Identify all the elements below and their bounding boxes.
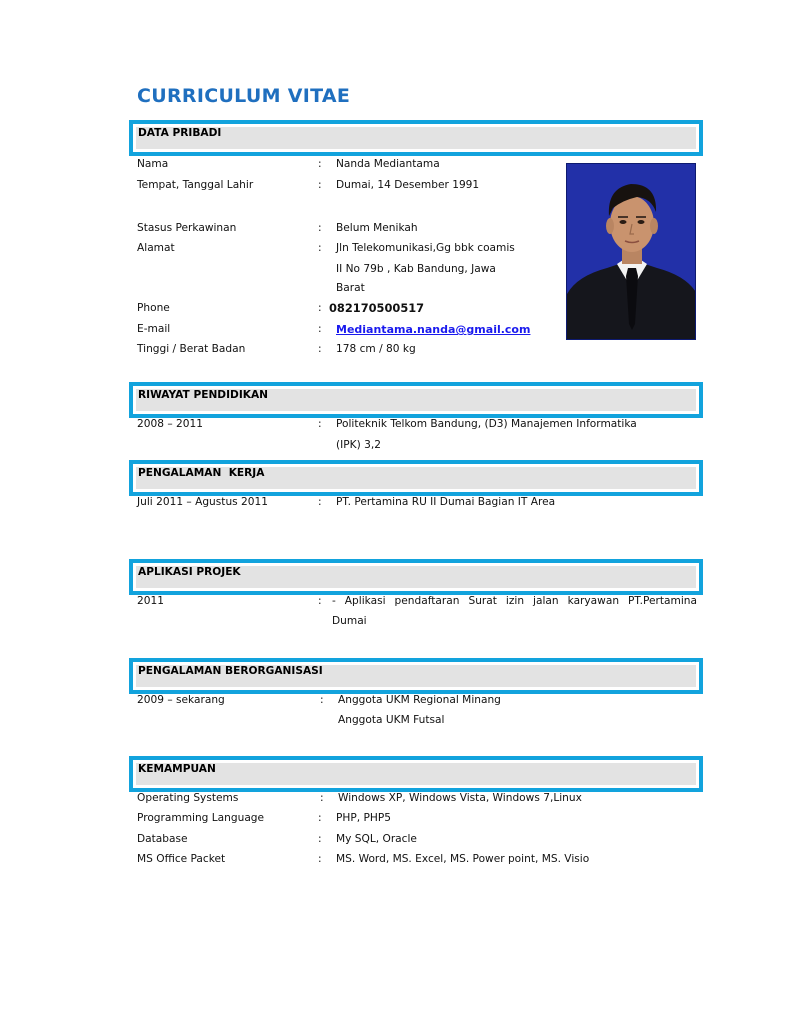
value-tinggi: 178 cm / 80 kg bbox=[336, 343, 416, 355]
section-label: KEMAMPUAN bbox=[138, 763, 216, 775]
colon: : bbox=[318, 812, 322, 824]
organisasi-line2: Anggota UKM Futsal bbox=[338, 714, 445, 726]
value-database: My SQL, Oracle bbox=[336, 833, 417, 845]
label-email: E-mail bbox=[137, 323, 171, 335]
section-header-pengalaman-kerja bbox=[129, 460, 703, 496]
label-tinggi: Tinggi / Berat Badan bbox=[137, 343, 246, 355]
pendidikan-line2: (IPK) 3,2 bbox=[336, 439, 381, 451]
projek-line1: - Aplikasi pendaftaran Surat izin jalan karyawan PT.Pertamina bbox=[332, 595, 697, 607]
organisasi-line1: Anggota UKM Regional Minang bbox=[338, 694, 501, 706]
colon: : bbox=[318, 833, 322, 845]
value-alamat-line1: Jln Telekomunikasi,Gg bbk coamis bbox=[336, 242, 515, 254]
section-header-data-pribadi bbox=[129, 120, 703, 156]
section-label: DATA PRIBADI bbox=[138, 127, 222, 139]
label-os: Operating Systems bbox=[137, 792, 239, 804]
email-link[interactable]: Mediantama.nanda@gmail.com bbox=[336, 323, 531, 336]
label-ms-office: MS Office Packet bbox=[137, 853, 226, 865]
kerja-period: Juli 2011 – Agustus 2011 bbox=[137, 496, 269, 508]
label-nama: Nama bbox=[137, 158, 169, 170]
colon: : bbox=[318, 242, 322, 254]
section-header-kemampuan bbox=[129, 756, 703, 792]
section-label: PENGALAMAN KERJA bbox=[138, 467, 265, 479]
pendidikan-period: 2008 – 2011 bbox=[137, 418, 203, 430]
colon: : bbox=[318, 222, 322, 234]
colon: : bbox=[318, 179, 322, 191]
page-title: CURRICULUM VITAE bbox=[137, 85, 351, 107]
colon: : bbox=[318, 496, 322, 508]
person-portrait-icon bbox=[567, 164, 696, 340]
value-alamat-line2: II No 79b , Kab Bandung, Jawa bbox=[336, 263, 496, 275]
profile-photo bbox=[566, 163, 696, 340]
label-phone: Phone bbox=[137, 302, 170, 314]
value-status: Belum Menikah bbox=[336, 222, 418, 234]
label-alamat: Alamat bbox=[137, 242, 175, 254]
label-ttl: Tempat, Tanggal Lahir bbox=[137, 179, 254, 191]
pendidikan-line1: Politeknik Telkom Bandung, (D3) Manajemen Informatika bbox=[336, 418, 637, 430]
colon: : bbox=[318, 323, 322, 335]
colon: : bbox=[318, 853, 322, 865]
section-header-riwayat-pendidikan bbox=[129, 382, 703, 418]
kerja-desc: PT. Pertamina RU II Dumai Bagian IT Area bbox=[336, 496, 556, 508]
value-ms-office: MS. Word, MS. Excel, MS. Power point, MS. Visio bbox=[336, 853, 590, 865]
colon: : bbox=[320, 792, 324, 804]
label-database: Database bbox=[137, 833, 188, 845]
colon: : bbox=[318, 158, 322, 170]
value-nama: Nanda Mediantama bbox=[336, 158, 440, 170]
section-label: PENGALAMAN BERORGANISASI bbox=[138, 665, 323, 677]
colon: : bbox=[318, 595, 322, 607]
section-label: APLIKASI PROJEK bbox=[138, 566, 241, 578]
value-alamat-line3: Barat bbox=[336, 282, 365, 294]
value-os: Windows XP, Windows Vista, Windows 7,Linux bbox=[338, 792, 582, 804]
colon: : bbox=[318, 418, 322, 430]
colon: : bbox=[318, 302, 322, 314]
value-ttl: Dumai, 14 Desember 1991 bbox=[336, 179, 480, 191]
projek-line2: Dumai bbox=[332, 615, 367, 627]
section-header-pengalaman-berorganisasi bbox=[129, 658, 703, 694]
colon: : bbox=[320, 694, 324, 706]
value-phone: 082170500517 bbox=[329, 301, 425, 315]
colon: : bbox=[318, 343, 322, 355]
organisasi-period: 2009 – sekarang bbox=[137, 694, 225, 706]
section-label: RIWAYAT PENDIDIKAN bbox=[138, 389, 269, 401]
projek-period: 2011 bbox=[137, 595, 164, 607]
label-programming: Programming Language bbox=[137, 812, 265, 824]
section-header-aplikasi-projek bbox=[129, 559, 703, 595]
label-status: Stasus Perkawinan bbox=[137, 222, 237, 234]
value-programming: PHP, PHP5 bbox=[336, 812, 391, 824]
